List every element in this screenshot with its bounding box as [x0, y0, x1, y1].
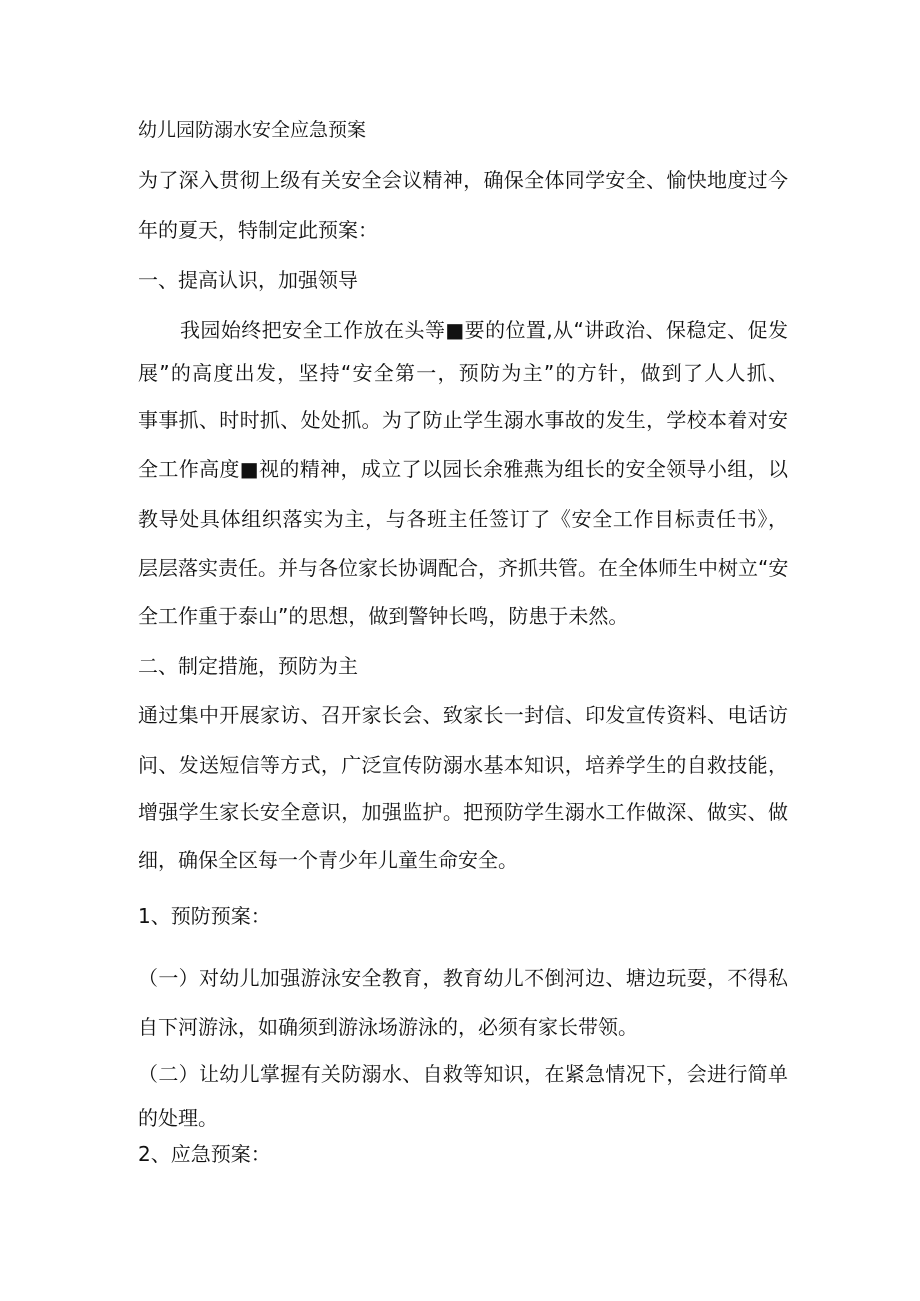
section-1-line-6: 层层落实责任。并与各位家长协调配合，齐抓共管。在全体师生中树立“安	[138, 556, 789, 580]
intro-line-2: 年的夏天，特制定此预案：	[138, 218, 378, 242]
section-1-line-1: 我园始终把安全工作放在头等■要的位置,从“讲政治、保稳定、促发	[180, 318, 788, 342]
subsection-heading-2: 2、应急预案：	[138, 1142, 271, 1166]
section-2-line-1: 通过集中开展家访、召开家长会、致家长一封信、印发宣传资料、电话访	[138, 703, 788, 727]
section-2-line-2: 问、发送短信等方式，广泛宣传防溺水基本知识，培养学生的自救技能，	[138, 753, 788, 777]
section-1-line-5: 教导处具体组织落实为主，与各班主任签订了《安全工作目标责任书》，	[138, 507, 788, 531]
intro-line-1: 为了深入贯彻上级有关安全会议精神，确保全体同学安全、愉快地度过今	[138, 168, 788, 192]
section-1-line-2: 展”的高度出发，坚持“安全第一，预防为主”的方针，做到了人人抓、	[138, 361, 788, 385]
section-1-line-3: 事事抓、时时抓、处处抓。为了防止学生溺水事故的发生，学校本着对安	[138, 408, 788, 432]
section-2-line-3: 增强学生家长安全意识，加强监护。把预防学生溺水工作做深、做实、做	[138, 800, 788, 824]
section-1-line-7: 全工作重于泰山”的思想，做到警钟长鸣，防患于未然。	[138, 604, 629, 628]
prevention-item-1-line-1: （一）对幼儿加强游泳安全教育，教育幼儿不倒河边、塘边玩耍，不得私	[138, 966, 788, 990]
section-heading-2: 二、制定措施，预防为主	[138, 654, 358, 678]
section-heading-1: 一、提高认识，加强领导	[138, 268, 358, 292]
subsection-heading-1: 1、预防预案：	[138, 904, 271, 928]
prevention-item-2-line-1: （二）让幼儿掌握有关防溺水、自救等知识，在紧急情况下，会进行简单	[138, 1062, 788, 1086]
prevention-item-2-line-2: 的处理。	[138, 1106, 218, 1130]
prevention-item-1-line-2: 自下河游泳，如确须到游泳场游泳的，必须有家长带领。	[138, 1015, 638, 1039]
section-1-line-4: 全工作高度■视的精神，成立了以园长余雅燕为组长的安全领导小组，以	[138, 457, 788, 481]
document-title: 幼儿园防溺水安全应急预案	[138, 119, 367, 141]
section-2-line-4: 细，确保全区每一个青少年儿童生命安全。	[138, 848, 518, 872]
